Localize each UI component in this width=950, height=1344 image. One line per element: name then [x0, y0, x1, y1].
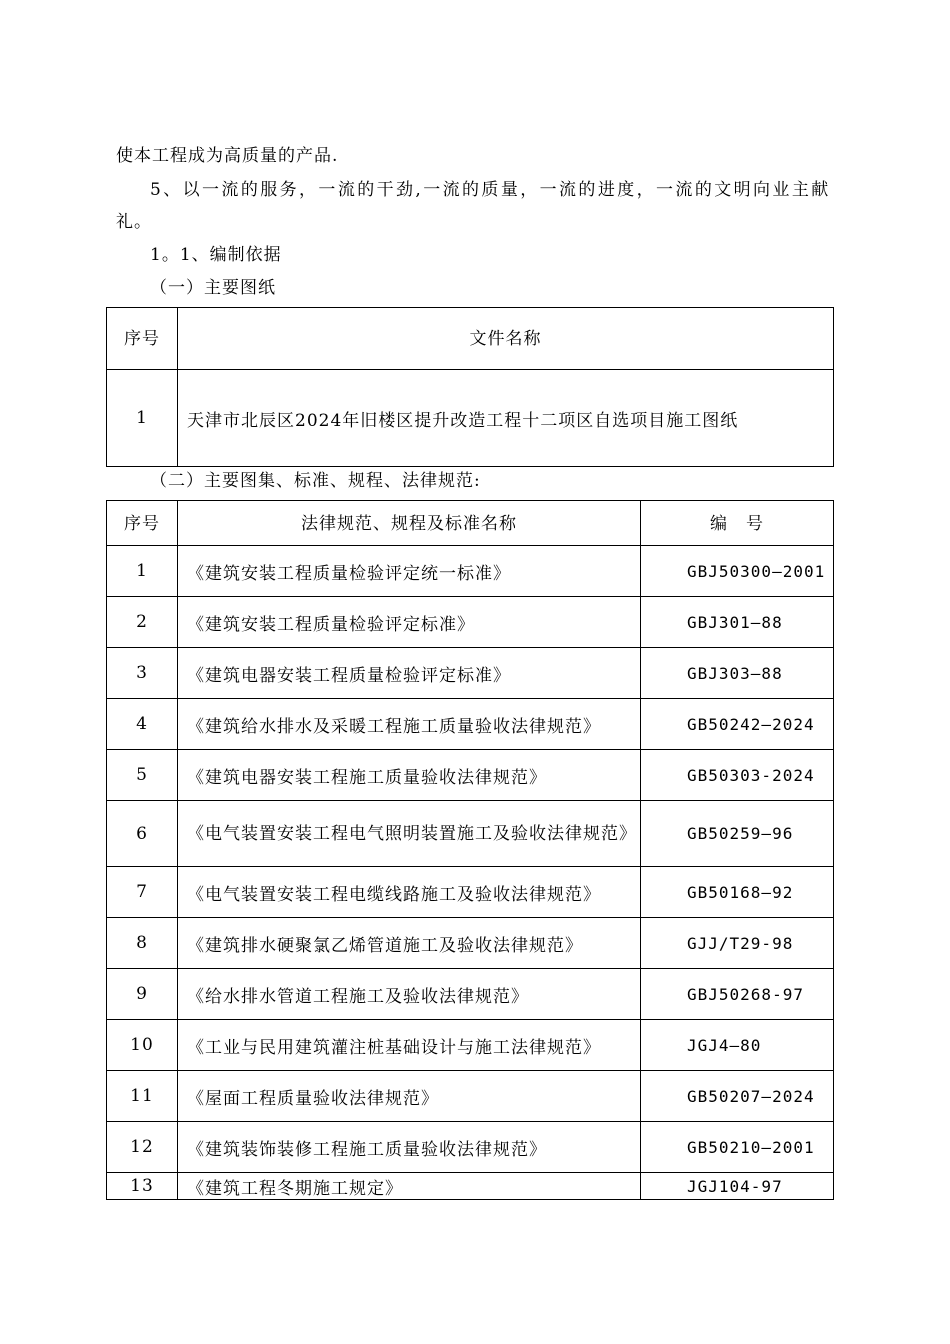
table-row: [107, 597, 834, 648]
table-row: [107, 1020, 834, 1071]
header-cell-name: 法律规范、规程及标准名称: [178, 501, 641, 546]
cell-name: 《建筑给水排水及采暖工程施工质量验收法律规范》: [178, 699, 641, 750]
table-header-row: [107, 308, 834, 370]
paragraph-text: 使本工程成为高质量的产品.: [116, 146, 339, 166]
header-cell-no: 序号: [107, 308, 178, 370]
section-heading: 1。1、编制依据: [150, 245, 282, 265]
cell-no: 8: [107, 918, 178, 969]
cell-no: 11: [107, 1071, 178, 1122]
cell-name: 《建筑电器安装工程施工质量验收法律规范》: [178, 750, 641, 801]
cell-code: JGJ4—80: [641, 1020, 834, 1071]
cell-name: 《建筑电器安装工程质量检验评定标准》: [178, 648, 641, 699]
table-row: [107, 867, 834, 918]
cell-name: 《建筑排水硬聚氯乙烯管道施工及验收法律规范》: [178, 918, 641, 969]
cell-name: 《建筑安装工程质量检验评定统一标准》: [178, 546, 641, 597]
cell-code: GB50207—2024: [641, 1071, 834, 1122]
table-row: [107, 546, 834, 597]
cell-code: GBJ50300—2001: [641, 546, 834, 597]
paragraph-text: 5、以一流的服务，一流的干劲,一流的质量，一流的进度，一流的文明向业主献: [150, 180, 831, 200]
cell-code: GB50259—96: [641, 801, 834, 867]
table-row: [107, 1122, 834, 1173]
subsection-heading: （一）主要图纸: [150, 278, 276, 298]
cell-no: 1: [107, 546, 178, 597]
table-header-row: [107, 501, 834, 546]
header-cell-code: 编 号: [641, 501, 834, 546]
table-row: [107, 969, 834, 1020]
cell-name: 《屋面工程质量验收法律规范》: [178, 1071, 641, 1122]
table-row: [107, 648, 834, 699]
cell-name: 《建筑安装工程质量检验评定标准》: [178, 597, 641, 648]
cell-name: 《建筑工程冬期施工规定》: [178, 1173, 641, 1200]
cell-code: GB50210—2001: [641, 1122, 834, 1173]
paragraph-text: 礼。: [116, 212, 152, 232]
table-row: [107, 1071, 834, 1122]
cell-code: JGJ104-97: [641, 1173, 834, 1200]
table-row: [107, 918, 834, 969]
drawings-table: [106, 307, 834, 467]
cell-name: 天津市北辰区2024年旧楼区提升改造工程十二项区自选项目施工图纸: [178, 370, 834, 467]
cell-code: GB50168—92: [641, 867, 834, 918]
cell-name: 《给水排水管道工程施工及验收法律规范》: [178, 969, 641, 1020]
cell-no: 6: [107, 801, 178, 867]
cell-no: 10: [107, 1020, 178, 1071]
cell-no: 5: [107, 750, 178, 801]
cell-no: 9: [107, 969, 178, 1020]
cell-code: GBJ50268-97: [641, 969, 834, 1020]
table-row: [107, 370, 834, 467]
cell-code: GBJ303—88: [641, 648, 834, 699]
table-row: [107, 1173, 834, 1200]
cell-no: 2: [107, 597, 178, 648]
header-cell-no: 序号: [107, 501, 178, 546]
subsection-heading: （二）主要图集、标准、规程、法律规范:: [150, 471, 481, 491]
cell-no: 7: [107, 867, 178, 918]
cell-code: GJJ/T29-98: [641, 918, 834, 969]
cell-no: 13: [107, 1173, 178, 1200]
cell-no: 3: [107, 648, 178, 699]
cell-code: GBJ301—88: [641, 597, 834, 648]
cell-name: 《电气装置安装工程电气照明装置施工及验收法律规范》: [178, 801, 641, 867]
cell-name: 《工业与民用建筑灌注桩基础设计与施工法律规范》: [178, 1020, 641, 1071]
table-row: [107, 699, 834, 750]
header-cell-name: 文件名称: [178, 308, 834, 370]
cell-no: 1: [107, 370, 178, 467]
table-row: [107, 750, 834, 801]
cell-name: 《电气装置安装工程电缆线路施工及验收法律规范》: [178, 867, 641, 918]
cell-code: GB50242—2024: [641, 699, 834, 750]
standards-table: [106, 500, 834, 1200]
table-row: [107, 801, 834, 867]
cell-name: 《建筑装饰装修工程施工质量验收法律规范》: [178, 1122, 641, 1173]
cell-code: GB50303-2024: [641, 750, 834, 801]
cell-no: 4: [107, 699, 178, 750]
cell-no: 12: [107, 1122, 178, 1173]
